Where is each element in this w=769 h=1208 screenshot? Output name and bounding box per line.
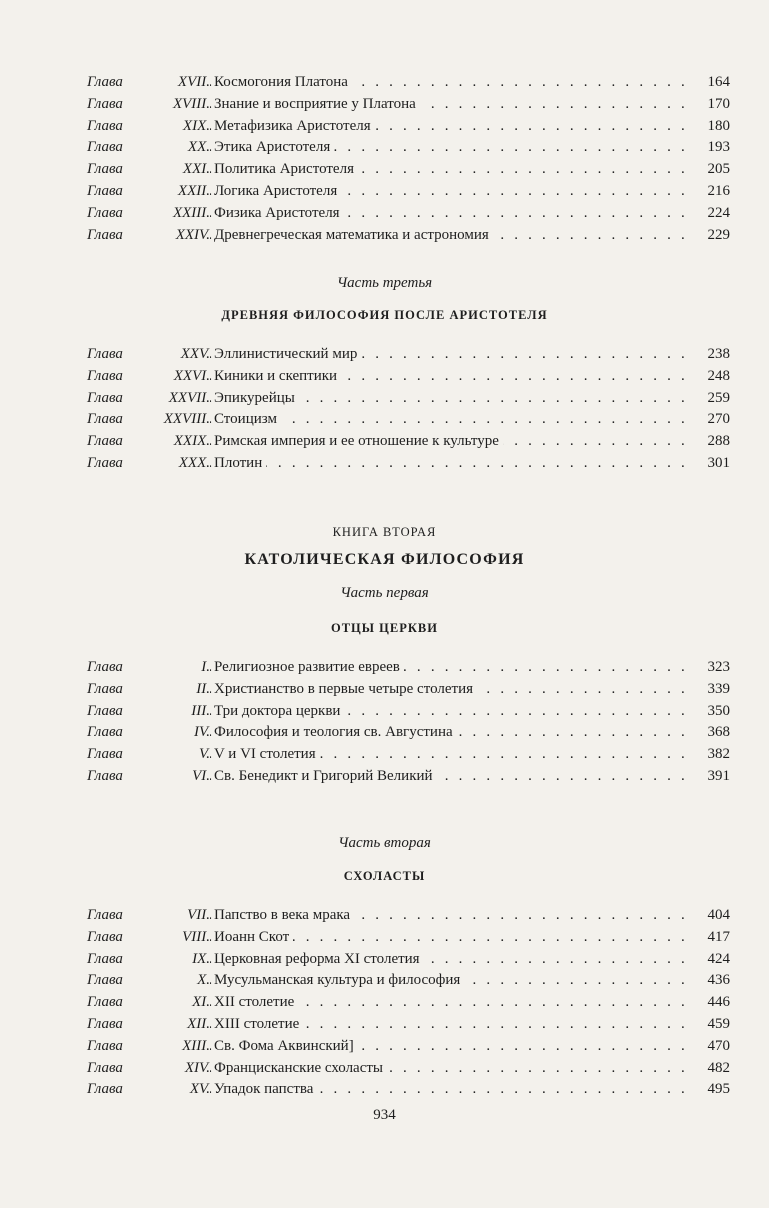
chapter-label: Глава [87,724,123,741]
chapter-page: 270 [707,411,730,428]
chapter-title-leader [210,159,688,181]
toc-block-4 [87,905,730,1101]
chapter-page: 446 [707,994,730,1011]
toc-block-1 [87,72,730,246]
toc-block-2 [87,344,730,475]
chapter-title-leader [210,94,688,116]
chapter-title: Физика Аристотеля [214,205,344,221]
toc-entry [87,679,730,701]
toc-entry [87,225,730,247]
chapter-number: XVII. [177,74,210,90]
toc-entry [87,453,730,475]
chapter-title-leader [210,927,688,949]
toc-entry [87,94,730,116]
chapter-number: XXVII. [168,389,210,406]
part-heading: Часть вторая [338,835,431,851]
chapter-number: XX. [187,139,210,156]
chapter-number: XIX. [182,117,210,134]
chapter-title: Религиозное развитие евреев [214,659,404,675]
chapter-title: Римская империя и ее отношение к культуре [214,433,503,449]
chapter-number: XII. [187,1015,210,1032]
chapter-label: Глава [87,994,123,1011]
part-heading: Часть первая [340,585,429,601]
chapter-title: Логика Аристотеля [214,183,341,199]
chapter-number: XXVI. [173,367,210,384]
chapter-number: IV. [194,724,210,741]
chapter-label: Глава [87,346,123,362]
chapter-label: Глава [87,1015,123,1032]
chapter-title-leader [210,701,688,723]
chapter-label: Глава [87,702,123,719]
chapter-title-leader [210,137,688,159]
part-heading: Часть третья [336,275,433,291]
chapter-title-leader [210,409,688,431]
toc-entry [87,657,730,679]
chapter-title-leader [210,1058,688,1080]
chapter-page: 193 [707,139,730,156]
chapter-page: 459 [707,1015,730,1032]
chapter-title-leader [210,744,688,766]
toc-entry [87,116,730,138]
chapter-label: Глава [87,161,123,178]
chapter-title: Христианство в первые четыре столетия [214,681,477,697]
chapter-number: II. [196,680,210,697]
chapter-label: Глава [87,950,123,967]
chapter-page: 259 [707,389,730,406]
chapter-label: Глава [87,1037,123,1054]
chapter-page: 248 [707,367,730,384]
chapter-number: XXIV. [175,226,210,243]
toc-entry [87,722,730,744]
toc-entry [87,344,730,366]
toc-entry [87,905,730,927]
chapter-title: Древнегреческая математика и астрономия [214,227,493,243]
toc-entry [87,431,730,453]
chapter-label: Глава [87,95,123,112]
chapter-label: Глава [87,767,123,784]
chapter-title: Эллинистический мир [214,346,361,362]
chapter-title-leader [210,203,688,225]
chapter-label: Глава [87,746,123,763]
chapter-title-leader [210,72,688,94]
chapter-label: Глава [87,659,123,675]
toc-entry [87,1058,730,1080]
chapter-title-leader [210,431,688,453]
chapter-label: Глава [87,972,123,989]
chapter-label: Глава [87,139,123,156]
chapter-title: Этика Аристотеля [214,139,334,155]
chapter-label: Глава [87,454,123,471]
toc-entry [87,949,730,971]
chapter-title-leader [210,388,688,410]
toc-entry [87,701,730,723]
chapter-title: Св. Бенедикт и Григорий Великий [214,768,437,784]
chapter-page: 229 [707,226,730,243]
chapter-label: Глава [87,226,123,243]
part-title: ОТЦЫ ЦЕРКВИ [330,621,438,635]
chapter-number: VII. [187,907,210,923]
chapter-label: Глава [87,928,123,945]
chapter-number: XVIII. [172,95,210,112]
chapter-page: 323 [707,659,730,675]
toc-block-3 [87,657,730,788]
toc-entry [87,159,730,181]
chapter-title: Иоанн Скот [214,929,293,945]
toc-entry [87,137,730,159]
chapter-label: Глава [87,411,123,428]
toc-entry [87,409,730,431]
part-title: СХОЛАСТЫ [343,869,426,883]
chapter-title: Стоицизм [214,411,281,427]
chapter-title: Мусульманская культура и философия [214,972,464,988]
chapter-page: 170 [707,95,730,112]
chapter-number: XV. [189,1081,210,1098]
chapter-page: 495 [707,1081,730,1098]
chapter-page: 205 [707,161,730,178]
chapter-number: V. [199,746,210,763]
chapter-number: XXIX. [173,433,210,450]
chapter-number: XXIII. [172,204,210,221]
chapter-number: XXVIII. [163,411,210,428]
part-title: ДРЕВНЯЯ ФИЛОСОФИЯ ПОСЛЕ АРИСТОТЕЛЯ [221,308,548,322]
chapter-title: V и VI столетия [214,746,320,762]
chapter-page: 238 [707,346,730,362]
chapter-page: 368 [707,724,730,741]
toc-entry [87,1036,730,1058]
chapter-number: XXI. [182,161,210,178]
chapter-title: Францисканские схоласты [214,1060,387,1076]
chapter-title: Папство в века мрака [214,907,354,923]
chapter-page: 350 [707,702,730,719]
chapter-title: Философия и теология св. Августина [214,724,457,740]
toc-entry [87,970,730,992]
toc-entry [87,927,730,949]
chapter-title-leader [210,766,688,788]
chapter-number: XIII. [182,1037,210,1054]
chapter-title-leader [210,970,688,992]
chapter-title: Плотин [214,455,266,471]
chapter-page: 301 [707,454,730,471]
chapter-title-leader [210,366,688,388]
toc-entry [87,181,730,203]
chapter-label: Глава [87,1059,123,1076]
chapter-title: XII столетие [214,994,298,1010]
chapter-label: Глава [87,907,123,923]
chapter-page: 382 [707,746,730,763]
chapter-title-leader [210,722,688,744]
chapter-number: VIII. [182,928,210,945]
chapter-page: 417 [707,928,730,945]
chapter-title: Эпикурейцы [214,390,299,406]
toc-entry [87,388,730,410]
chapter-number: X. [197,972,210,989]
chapter-number: XIV. [184,1059,210,1076]
chapter-page: 424 [707,950,730,967]
toc-entry [87,1014,730,1036]
toc-entry [87,992,730,1014]
chapter-number: III. [191,702,210,719]
chapter-page: 180 [707,117,730,134]
chapter-number: XXII. [177,182,210,199]
chapter-page: 404 [707,907,730,923]
chapter-title-leader [210,1036,688,1058]
chapter-label: Глава [87,1081,123,1098]
chapter-number: I. [201,659,210,675]
chapter-title-leader [210,679,688,701]
chapter-page: 216 [707,182,730,199]
chapter-title: Политика Аристотеля [214,161,358,177]
chapter-label: Глава [87,74,123,90]
toc-entry [87,366,730,388]
chapter-page: 391 [707,767,730,784]
chapter-title: Упадок папства [214,1081,317,1097]
chapter-label: Глава [87,433,123,450]
chapter-title-leader [210,992,688,1014]
chapter-title-leader [210,225,688,247]
chapter-page: 470 [707,1037,730,1054]
chapter-title-leader [210,905,688,927]
chapter-title: Знание и восприятие у Платона [214,96,420,112]
chapter-label: Глава [87,389,123,406]
chapter-title: Св. Фома Аквинский] [214,1038,358,1054]
chapter-label: Глава [87,182,123,199]
chapter-page: 224 [707,204,730,221]
toc-entry [87,744,730,766]
chapter-title-leader [210,1014,688,1036]
chapter-label: Глава [87,367,123,384]
toc-entry [87,766,730,788]
book-heading: КНИГА ВТОРАЯ [332,525,437,539]
toc-entry [87,203,730,225]
toc-entry [87,1079,730,1101]
chapter-page: 482 [707,1059,730,1076]
chapter-title-leader [210,344,688,366]
chapter-page: 339 [707,680,730,697]
chapter-page: 288 [707,433,730,450]
chapter-title-leader [210,116,688,138]
chapter-title-leader [210,453,688,475]
chapter-page: 436 [707,972,730,989]
chapter-number: XXV. [180,346,210,362]
chapter-title: Киники и скептики [214,368,341,384]
chapter-page: 164 [707,74,730,90]
chapter-title-leader [210,657,688,679]
chapter-label: Глава [87,204,123,221]
chapter-title: XIII столетие [214,1016,303,1032]
chapter-title-leader [210,1079,688,1101]
chapter-label: Глава [87,117,123,134]
chapter-title: Метафизика Аристотеля [214,118,375,134]
book-title: КАТОЛИЧЕСКАЯ ФИЛОСОФИЯ [244,551,525,568]
chapter-title-leader [210,181,688,203]
chapter-title: Церковная реформа XI столетия [214,951,424,967]
toc-entry [87,72,730,94]
chapter-title: Космогония Платона [214,74,352,90]
chapter-title: Три доктора церкви [214,703,344,719]
chapter-number: XXX. [178,454,210,471]
chapter-number: XI. [192,994,210,1011]
chapter-title-leader [210,949,688,971]
page-number: 934 [373,1107,396,1123]
chapter-number: VI. [192,767,210,784]
chapter-number: IX. [192,950,210,967]
chapter-label: Глава [87,680,123,697]
